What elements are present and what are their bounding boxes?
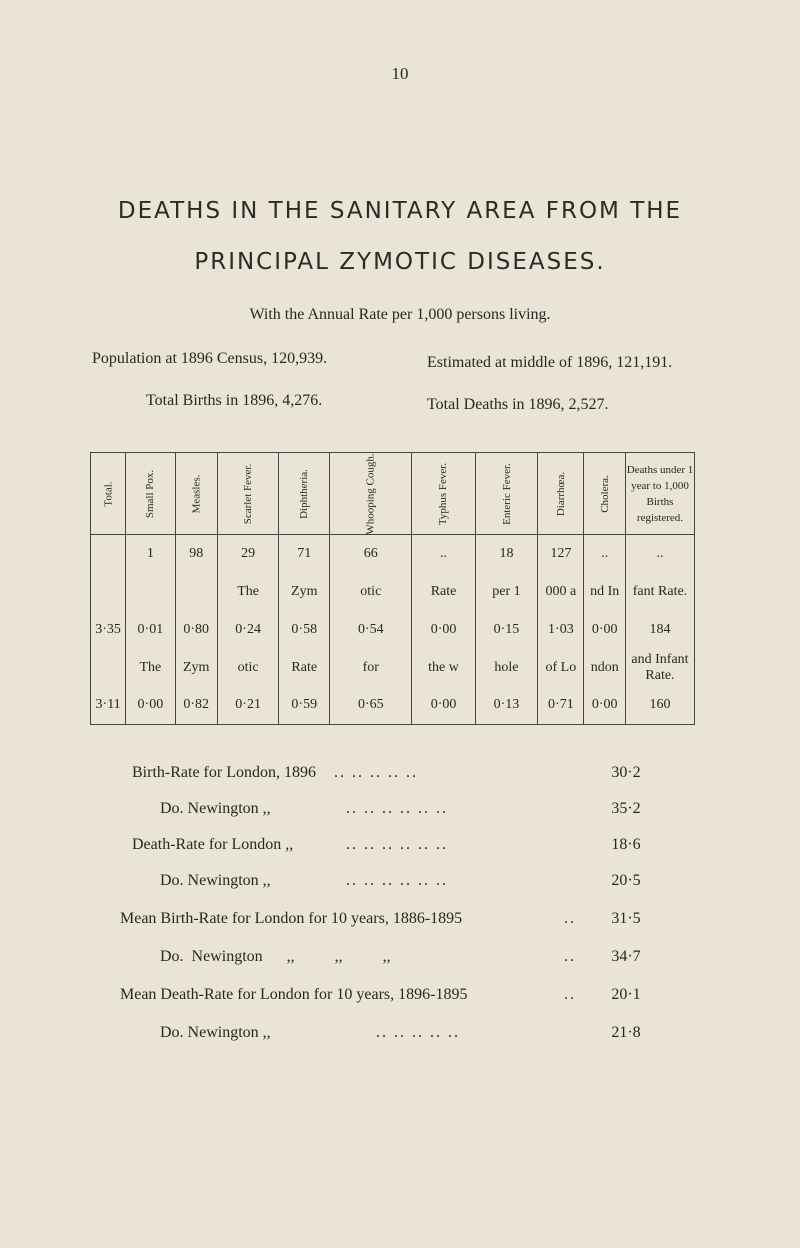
table-row xyxy=(91,573,695,611)
table-cell: 0·80 xyxy=(175,611,217,649)
table-cell: 0·54 xyxy=(330,611,412,649)
summary-label: Do. Newington ,, xyxy=(160,872,271,889)
header-cholera: Cholera. xyxy=(584,453,626,535)
table-cell: the w xyxy=(412,649,475,687)
table-cell: 0·71 xyxy=(538,687,584,725)
summary-label: Death-Rate for London ,, xyxy=(132,836,294,853)
leader-dots: .. xyxy=(564,948,576,965)
table-cell: 0·00 xyxy=(412,611,475,649)
table-cell: 0·21 xyxy=(217,687,278,725)
summary-label: Mean Death-Rate for London for 10 years, 1896-1895 xyxy=(120,986,468,1003)
summary-value: 30·2 xyxy=(611,764,641,781)
summary-value: 34·7 xyxy=(611,948,641,965)
page-title-line-2: PRINCIPAL ZYMOTIC DISEASES. xyxy=(194,249,606,275)
leader-dots: .. xyxy=(564,910,576,927)
total-births: Total Births in 1896, 4,276. xyxy=(146,392,323,409)
table-cell xyxy=(91,649,126,687)
table-cell: 29 xyxy=(217,535,278,573)
mean-birth-rate-london xyxy=(0,910,800,934)
header-enteric-fever: Enteric Fever. xyxy=(475,453,538,535)
mean-birth-rate-newington xyxy=(0,948,800,972)
summary-value: 21·8 xyxy=(611,1024,641,1041)
summary-label: Do. Newington ,, ,, ,, xyxy=(160,948,391,965)
birth-rate-newington xyxy=(0,800,800,824)
table-cell: 0·82 xyxy=(175,687,217,725)
header-typhus-fever: Typhus Fever. xyxy=(412,453,475,535)
leader-dots: .. .. .. .. .. .. xyxy=(346,836,448,853)
mean-death-rate-newington xyxy=(0,1024,800,1048)
table-cell: 18 xyxy=(475,535,538,573)
table-cell: The xyxy=(217,573,278,611)
table-cell: 1 xyxy=(126,535,175,573)
header-diarrhoea: Diarrhœa. xyxy=(538,453,584,535)
table-cell xyxy=(91,535,126,573)
table-cell: 000 a xyxy=(538,573,584,611)
leader-dots: .. .. .. .. .. .. xyxy=(346,872,448,889)
table-cell: 66 xyxy=(330,535,412,573)
table-cell: Zym xyxy=(279,573,330,611)
death-rate-london xyxy=(0,836,800,860)
leader-dots: .. xyxy=(564,986,576,1003)
table-cell xyxy=(126,573,175,611)
table-cell: otic xyxy=(217,649,278,687)
table-cell: hole xyxy=(475,649,538,687)
table-cell: 0·59 xyxy=(279,687,330,725)
table-header-row xyxy=(91,453,695,535)
table-cell: 0·00 xyxy=(412,687,475,725)
table-cell: and Infant Rate. xyxy=(625,649,694,687)
mortality-table xyxy=(90,452,695,725)
table-cell: 184 xyxy=(625,611,694,649)
death-rate-newington xyxy=(0,872,800,896)
table-cell: ndon xyxy=(584,649,626,687)
table-cell: fant Rate. xyxy=(625,573,694,611)
header-small-pox: Small Pox. xyxy=(126,453,175,535)
total-deaths: Total Deaths in 1896, 2,527. xyxy=(427,396,609,413)
table-cell: Rate xyxy=(279,649,330,687)
table-row xyxy=(91,687,695,725)
header-scarlet-fever: Scarlet Fever. xyxy=(217,453,278,535)
population-census: Population at 1896 Census, 120,939. xyxy=(92,350,328,367)
table-cell: 0·00 xyxy=(126,687,175,725)
table-cell: 0·13 xyxy=(475,687,538,725)
summary-value: 35·2 xyxy=(611,800,641,817)
table-cell xyxy=(91,573,126,611)
summary-value: 31·5 xyxy=(611,910,641,927)
table-cell: 71 xyxy=(279,535,330,573)
table-cell: Rate xyxy=(412,573,475,611)
table-cell: 0·24 xyxy=(217,611,278,649)
subtitle: With the Annual Rate per 1,000 persons living. xyxy=(249,306,551,323)
page-title-line-1: DEATHS IN THE SANITARY AREA FROM THE xyxy=(117,198,683,224)
table-cell: .. xyxy=(412,535,475,573)
table-cell: 0·00 xyxy=(584,687,626,725)
table-cell: 160 xyxy=(625,687,694,725)
leader-dots: .. .. .. .. .. .. xyxy=(346,800,448,817)
table-row xyxy=(91,649,695,687)
page-number: 10 xyxy=(391,64,409,83)
table-cell: nd In xyxy=(584,573,626,611)
table-cell: 0·00 xyxy=(584,611,626,649)
leader-dots: .. .. .. .. .. xyxy=(334,764,418,781)
table-cell: 0·65 xyxy=(330,687,412,725)
table-row xyxy=(91,535,695,573)
leader-dots: .. .. .. .. .. xyxy=(376,1024,460,1041)
table-cell: otic xyxy=(330,573,412,611)
table-cell: 98 xyxy=(175,535,217,573)
mean-death-rate-london xyxy=(0,986,800,1010)
table-cell: 3·11 xyxy=(91,687,126,725)
table-cell: per 1 xyxy=(475,573,538,611)
birth-rate-london xyxy=(0,764,800,788)
summary-value: 20·1 xyxy=(611,986,641,1003)
table-cell: 1·03 xyxy=(538,611,584,649)
header-whooping-cough: Whooping Cough. xyxy=(330,453,412,535)
summary-value: 20·5 xyxy=(611,872,641,889)
table-row xyxy=(91,611,695,649)
table-cell: 0·15 xyxy=(475,611,538,649)
table-cell: .. xyxy=(625,535,694,573)
table-cell: The xyxy=(126,649,175,687)
summary-value: 18·6 xyxy=(611,836,641,853)
table-cell: for xyxy=(330,649,412,687)
table-cell: 127 xyxy=(538,535,584,573)
summary-label: Do. Newington ,, xyxy=(160,1024,271,1041)
table-cell: 0·58 xyxy=(279,611,330,649)
table-cell: 0·01 xyxy=(126,611,175,649)
summary-label: Mean Birth-Rate for London for 10 years, 1886-1895 xyxy=(120,910,463,927)
table-cell: Zym xyxy=(175,649,217,687)
table-cell: .. xyxy=(584,535,626,573)
header-measles: Measles. xyxy=(175,453,217,535)
population-estimated: Estimated at middle of 1896, 121,191. xyxy=(427,354,673,371)
summary-label: Birth-Rate for London, 1896 xyxy=(132,764,316,781)
header-diphtheria: Diphtheria. xyxy=(279,453,330,535)
table-cell: of Lo xyxy=(538,649,584,687)
summary-label: Do. Newington ,, xyxy=(160,800,271,817)
header-infant-deaths: Deaths under 1 year to 1,000 Births registered. xyxy=(625,453,694,535)
table-cell: 3·35 xyxy=(91,611,126,649)
table-cell xyxy=(175,573,217,611)
header-total: Total. xyxy=(91,453,126,535)
